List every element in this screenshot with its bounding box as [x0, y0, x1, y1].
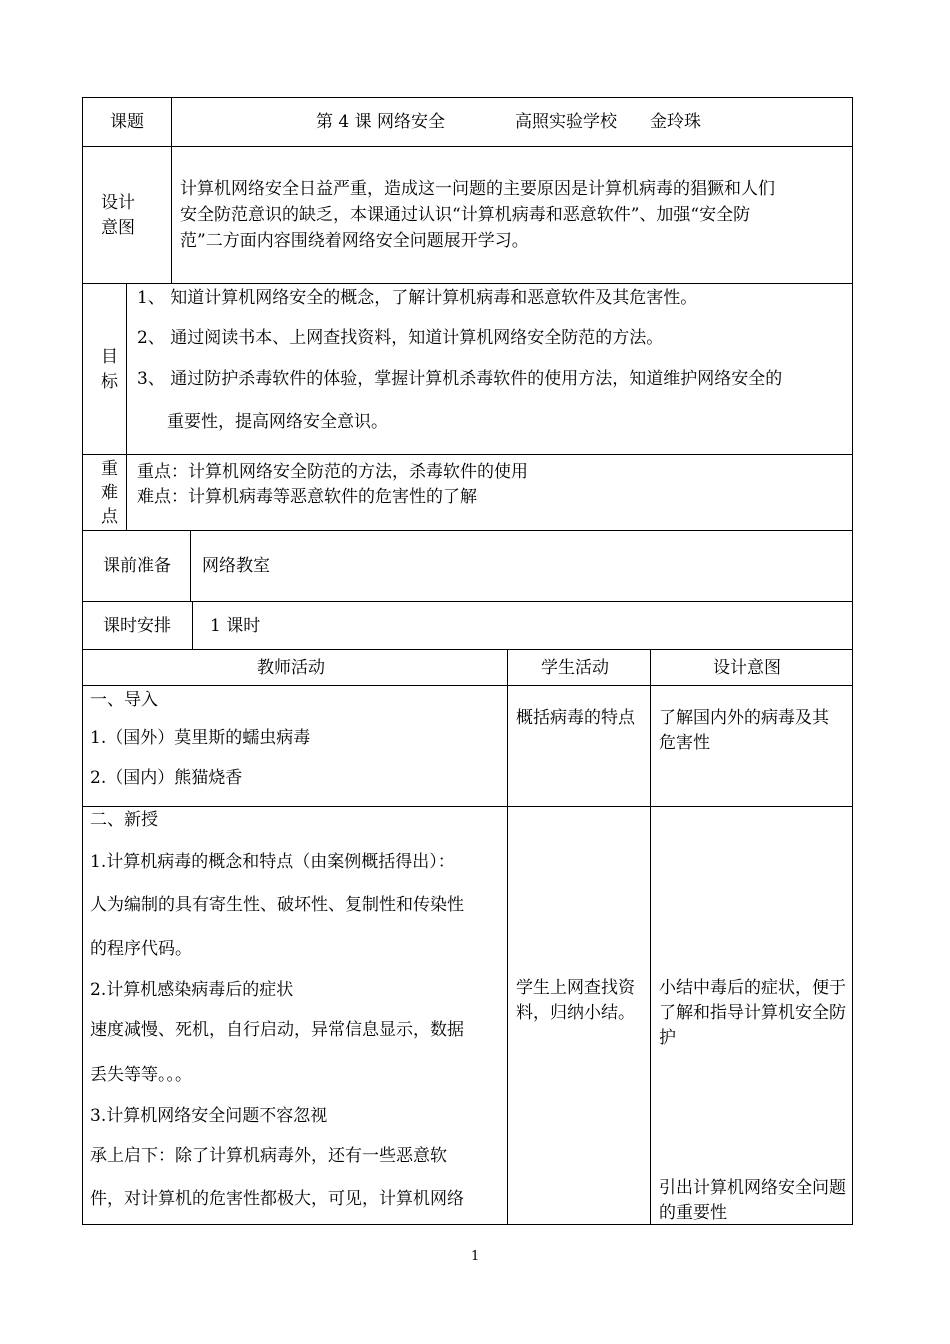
section2-p5: 速度减慢、死机，自行启动，异常信息显示，数据: [90, 1020, 464, 1040]
key-point: 重点：计算机网络安全防范的方法，杀毒软件的使用: [137, 462, 528, 482]
section2-intent1: 小结中毒后的症状，便于了解和指导计算机安全防护: [659, 978, 846, 1048]
row-divider: [82, 806, 853, 807]
section2-p7: 3.计算机网络安全问题不容忽视: [90, 1106, 328, 1126]
col-divider: [507, 650, 508, 1225]
section2-p9: 件，对计算机的危害性都极大，可见，计算机网络: [90, 1189, 464, 1209]
header-student-activity: 学生活动: [541, 658, 609, 678]
page-number: 1: [471, 1249, 480, 1264]
section2-p3: 的程序代码。: [90, 939, 192, 959]
section2-title: 二、新授: [90, 810, 158, 830]
col-divider: [126, 283, 127, 530]
section2-p8: 承上启下：除了计算机病毒外，还有一些恶意软: [90, 1146, 447, 1166]
teacher-name: 金玲珠: [650, 112, 701, 132]
design-text-line3: 范”二方面内容围绕着网络安全问题展开学习。: [180, 231, 529, 251]
keypoints-label-char1: 重: [101, 459, 118, 479]
topic-label: 课题: [110, 112, 144, 132]
row-divider: [82, 146, 853, 147]
header-teacher-activity: 教师活动: [257, 658, 325, 678]
section2-p2: 人为编制的具有寄生性、破坏性、复制性和传染性: [90, 895, 464, 915]
row-divider: [82, 601, 853, 602]
objective-item-1: 1、 知道计算机网络安全的概念，了解计算机病毒和恶意软件及其危害性。: [137, 288, 698, 308]
section2-intent2: 引出计算机网络安全问题的重要性: [659, 1178, 846, 1223]
section1-title: 一、导入: [90, 690, 158, 710]
preparation-label: 课前准备: [103, 556, 171, 576]
design-text-line2: 安全防范意识的缺乏，本课通过认识“计算机病毒和恶意软件”、加强“安全防: [180, 205, 751, 225]
section1-student: 概括病毒的特点: [516, 708, 635, 728]
col-divider: [650, 650, 651, 1225]
section2-p6: 丢失等等。。。: [90, 1065, 192, 1085]
objective-item-3-cont: 重要性，提高网络安全意识。: [167, 412, 388, 432]
section1-intent: 了解国内外的病毒及其危害性: [659, 708, 829, 753]
row-divider: [82, 454, 853, 455]
preparation-value: 网络教室: [202, 556, 270, 576]
design-text-line1: 计算机网络安全日益严重，造成这一问题的主要原因是计算机病毒的猖獗和人们: [180, 179, 775, 199]
objectives-label-char1: 目: [101, 347, 118, 367]
schedule-label: 课时安排: [103, 616, 171, 636]
section2-student: 学生上网查找资料，归纳小结。: [516, 978, 635, 1023]
design-label-line2: 意图: [101, 218, 135, 238]
col-divider: [192, 601, 193, 650]
objective-item-2: 2、 通过阅读书本、上网查找资料，知道计算机网络安全防范的方法。: [137, 328, 664, 348]
section2-p4: 2.计算机感染病毒后的症状: [90, 980, 294, 1000]
keypoints-label-char3: 点: [101, 507, 118, 527]
design-label-line1: 设计: [101, 193, 135, 213]
objectives-label-char2: 标: [101, 372, 118, 392]
section2-p1: 1.计算机病毒的概念和特点（由案例概括得出）：: [90, 852, 455, 872]
school-name: 高照实验学校: [515, 112, 617, 132]
row-divider: [82, 530, 853, 531]
row-divider: [82, 283, 853, 284]
schedule-value: 1 课时: [210, 616, 261, 636]
section1-item1: 1.（国外）莫里斯的蠕虫病毒: [90, 728, 311, 748]
lesson-title: 第 4 课 网络安全: [316, 112, 446, 132]
objective-item-3: 3、 通过防护杀毒软件的体验，掌握计算机杀毒软件的使用方法，知道维护网络安全的: [137, 369, 783, 389]
difficult-point: 难点：计算机病毒等恶意软件的危害性的了解: [137, 487, 477, 507]
header-design-intent: 设计意图: [713, 658, 781, 678]
keypoints-label-char2: 难: [101, 483, 118, 503]
section1-item2: 2.（国内）熊猫烧香: [90, 768, 243, 788]
row-divider: [82, 685, 853, 686]
col-divider: [190, 530, 191, 601]
col-divider: [171, 97, 172, 283]
